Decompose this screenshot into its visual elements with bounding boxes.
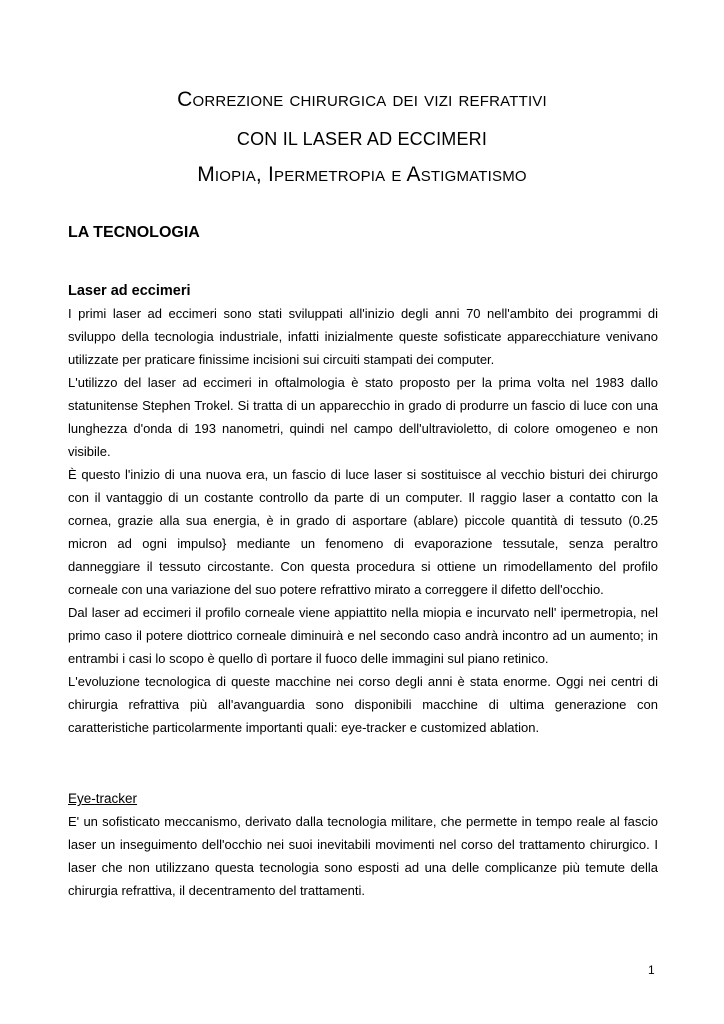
paragraph: Dal laser ad eccimeri il profilo corneale viene appiattito nella miopia e incurvato nell' ipermetropia, nel primo caso il potere diottrico corneale diminuirà e nel secondo caso andrà incontro ad un aumento; in entrambi i casi lo scopo è quello dì portare il fuoco delle immagini sul piano retinico. — [68, 605, 658, 666]
laser-body — [68, 302, 658, 739]
title-line-2: CON IL LASER AD ECCIMERI — [236, 129, 488, 149]
paragraph: E' un sofisticato meccanismo, derivato dalla tecnologia militare, che permette in tempo reale al fascio laser un inseguimento dell'occhio nei suoi inevitabili movimenti nel corso del trattamento chirurgico. I laser che non utilizzano questa tecnologia sono esposti ad una delle complicanze più temute della chirurgia refrattiva, il decentramento del trattamenti. — [68, 814, 658, 898]
eye-tracker-heading: Eye-tracker — [68, 791, 138, 806]
eye-tracker-body — [68, 810, 658, 902]
title-line-3: Miopia, Ipermetropia e Astigmatismo — [197, 163, 527, 186]
paragraph: L'utilizzo del laser ad eccimeri in oftalmologia è stato proposto per la prima volta nel 1983 dallo statunitense Stephen Trokel. Si tratta di un apparecchio in grado di produrre un fascio di luce con una lunghezza d'onda di 193 nanometri, quindi nel campo dell'ultravioletto, di colore omogeneo e non visibile. — [68, 375, 658, 459]
paragraph: I primi laser ad eccimeri sono stati sviluppati all'inizio degli anni 70 nell'ambito dei programmi di sviluppo della tecnologia industriale, infatti inizialmente queste sofisticate apparecchiature venivano utilizzate per praticare finissime incisioni sui circuiti stampati dei computer. — [68, 306, 658, 367]
paragraph: È questo l'inizio di una nuova era, un fascio di luce laser si sostituisce al vecchio bisturi dei chirurgo con il vantaggio di un costante controllo da parte di un computer. Il raggio laser a contatto con la cornea, grazie alla sua energia, è in grado di asportare (ablare) piccole quantità di tessuto (0.25 micron ad ogni impulso} mediante un fenomeno di evaporazione tessutale, senza peraltro danneggiare il tessuto circostante. Con questa procedura si ottiene un rimodellamento del profilo corneale con una variazione del suo potere refrattivo mirato a correggere il difetto dell'occhio. — [68, 467, 658, 597]
subsection-heading: Laser ad eccimeri — [68, 283, 191, 299]
title-line-1: Correzione chirurgica dei vizi refrattivi — [177, 88, 547, 111]
page-number: 1 — [648, 963, 655, 977]
section-heading: LA TECNOLOGIA — [68, 224, 200, 241]
paragraph: L'evoluzione tecnologica di queste macchine nei corso degli anni è stata enorme. Oggi nei centri di chirurgia refrattiva più all'avanguardia sono disponibili macchine di ultima generazione con caratteristiche particolarmente importanti quali: eye-tracker e customized ablation. — [68, 674, 658, 735]
